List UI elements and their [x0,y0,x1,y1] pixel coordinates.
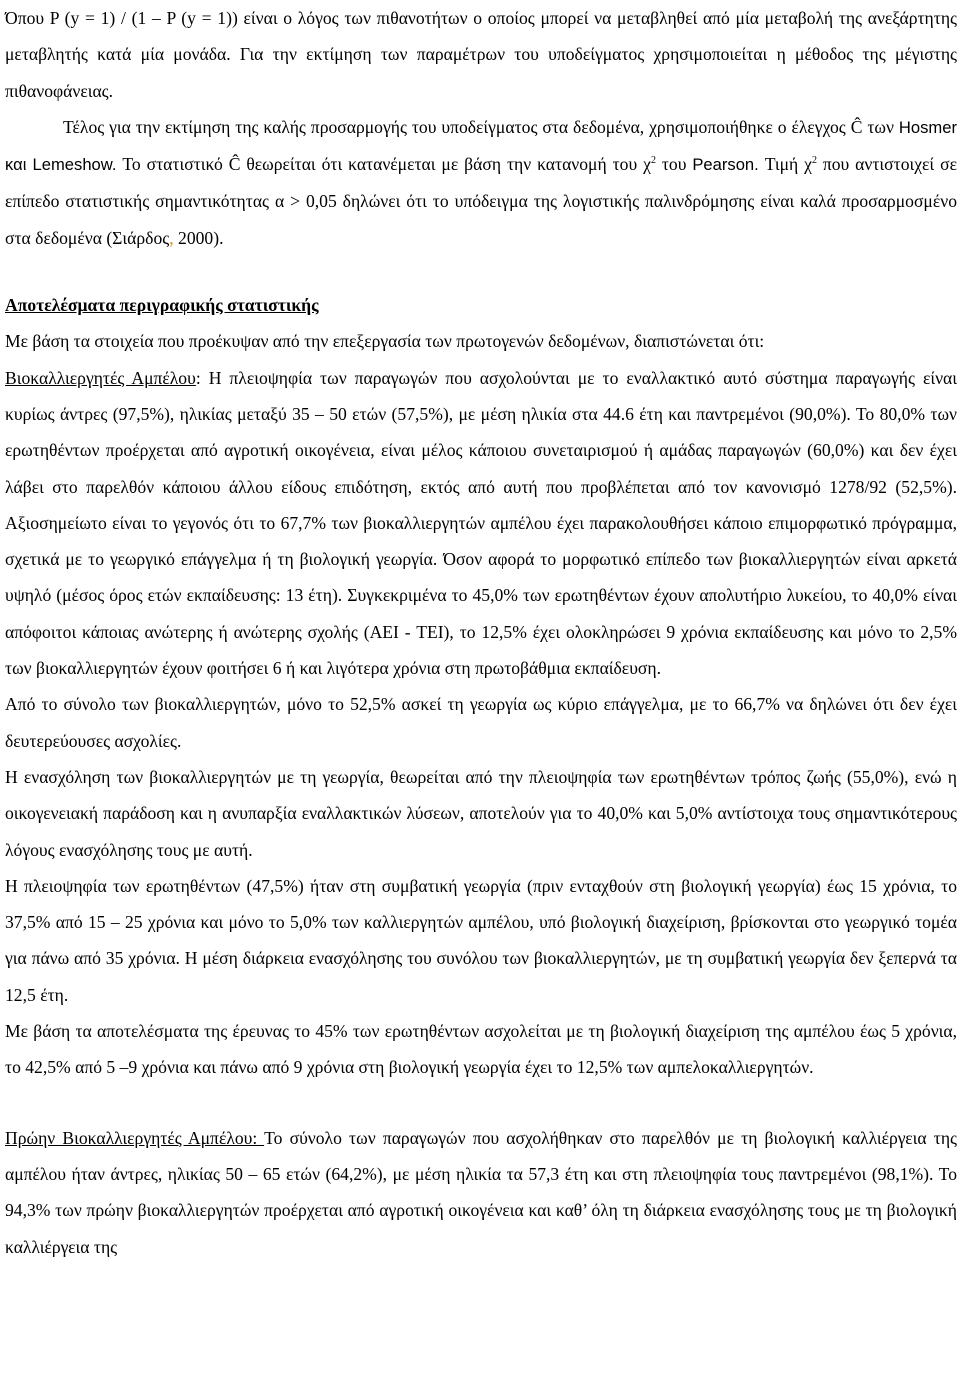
hosmer-lemeshow-names: Hosmer και Lemeshow. [5,117,957,175]
paragraph-intro [5,0,957,109]
former-growers-text: Το σύνολο των παραγωγών που ασχολήθηκαν στο παρελθόν με τη βιολογική καλλιέργεια της αμπέλου ήταν άντρες, ηλικίας 50 – 65 ετών (64,2%), με μέση ηλικία τα 57,3 έτη και στη πλειοψηφία τους παντρεμένοι (98,1%). Το 94,3% των πρώην βιοκαλλιεργητών προέρχεται από αγροτική οικογένεια και καθ’ όλη τη διάρκεια ενασχόλησης τους με τη βιολογική καλλιέργεια της [5,1127,957,1257]
paragraph-majority: Η πλειοψηφία των ερωτηθέντων (47,5%) ήταν στη συμβατική γεωργία (πριν ενταχθούν στη βιολογική γεωργία) έως 15 χρόνια, το 37,5% από 15 – 25 χρόνια και μόνο το 5,0% των καλλιεργητών αμπέλου, υπό βιολογική διαχείριση, βρίσκονται στο γεωργικό τομέα για πάνω από 35 χρόνια. Η μέση διάρκεια ενασχόλησης του συνόλου των βιοκαλλιεργητών, με τη συμβατική γεωργία δεν ξεπερνά τα 12,5 έτη. [5,875,957,1005]
paragraph-basis: Με βάση τα στοιχεία που προέκυψαν από την επεξεργασία των πρωτογενών δεδομένων, διαπιστώνεται ότι: [5,331,765,352]
pearson-name: Pearson. [692,155,759,175]
organic-growers-text: : Η πλειοψηφία των παραγωγών που ασχολούνται με το εναλλακτικό αυτό σύστημα παραγωγής είναι κυρίως άντρες (97,5%), ηλικίας μεταξύ 35 – 50 ετών (57,5%), με μέση ηλικία στα 44.6 έτη και παντρεμένοι (90,0%). Το 80,0% των ερωτηθέντων προέρχεται από αγροτική οικογένεια, είναι μέλος κάποιου συνεταιρισμού ή αμάδας παραγωγών (60,0%) και δεν έχει λάβει στο παρελθόν κάποιου άλλου είδους επιδότηση, εκτός από αυτή που προβλέπεται από τον κανονισμό 1278/92 (52,5%). Αξιοσημείωτο είναι το γεγονός ότι το 67,7% των βιοκαλλιεργητών αμπέλου έχει παρακολουθήσει κάποιο επιμορφωτικό πρόγραμμα, σχετικά με το γεωργικό επάγγελμα ή τη βιολογική γεωργία. Όσον αφορά το μορφωτικό επίπεδο των βιοκαλλιεργητών είναι αρκετά υψηλό (μέσος όρος ετών εκπαίδευσης: 13 έτη). Συγκεκριμένα το 45,0% των ερωτηθέντων έχουν απολυτήριο λυκείου, το 40,0% είναι απόφοιτοι κάποιας ανώτερης ή ανώτερης σχολής (ΑΕΙ - ΤΕΙ), το 12,5% έχει ολοκληρώσει 9 χρόνια εκπαίδευσης και μόνο το 2,5% των βιοκαλλιεργητών έχουν φοιτήσει 6 ή και λιγότερα χρόνια στη πρωτοβάθμια εκπαίδευση. [5,367,958,679]
hosmer-text-g: που αντιστοιχεί σε επίπεδο στατιστικής σημαντικότητας α > 0,05 δηλώνει ότι το υπόδειγμα της λογιστικής παλινδρόμησης είναι καλά προσαρμοσμένο στα δεδομένα (Σιάρδος [5,154,957,248]
document-page [5,0,957,1265]
paragraph-research: Με βάση τα αποτελέσματα της έρευνας το 45% των ερωτηθέντων ασχολείται με τη βιολογική διαχείριση της αμπέλου έως 5 χρόνια, το 42,5% από 5 –9 χρόνια και πάνω από 9 χρόνια στη βιολογική γεωργία έχει το 12,5% των αμπελοκαλλιεργητών. [5,1021,957,1078]
section-heading: Αποτελέσματα περιγραφικής στατιστικής [5,295,319,316]
hosmer-text-a: Τέλος για την εκτίμηση της καλής προσαρμογής του υποδείγματος στα δεδομένα, χρησιμοποιήθηκε ο έλεγχος Ĉ των [63,116,894,137]
intro-text: Όπου P (y = 1) / (1 – P (y = 1)) είναι ο λόγος των πιθανοτήτων ο οποίος μπορεί να μεταβληθεί από μία μεταβολή της ανεξάρτητης μεταβλητής κατά μία μονάδα. Για την εκτίμηση των παραμέτρων του υποδείγματος χρησιμοποιείται η μέθοδος της μέγιστης πιθανοφάνειας. [5,8,957,101]
citation-comma: , [169,227,174,248]
paragraph-hosmer-test [5,109,957,256]
paragraph-engagement: Η ενασχόληση των βιοκαλλιεργητών με τη γεωργία, θεωρείται από την πλειοψηφία των ερωτηθέντων τρόπος ζωής (55,0%), ενώ η οικογενειακή παράδοση και η ανυπαρξία εναλλακτικών λύσεων, αποτελούν για το 40,0% και 5,0% αντίστοιχα τους σημαντικότερους λόγους ενασχόλησης τους με αυτή. [5,766,957,860]
chi-square-superscript-1: 2 [650,155,656,167]
chi-square-superscript-2: 2 [811,155,817,167]
hosmer-text-c: Το στατιστικό Ĉ θεωρείται ότι κατανέμεται με βάση την κατανομή του χ [122,154,651,175]
paragraph-total: Από το σύνολο των βιοκαλλιεργητών, μόνο το 52,5% ασκεί τη γεωργία ως κύριο επάγγελμα, με το 66,7% να δηλώνει ότι δεν έχει δευτερεύουσες ασχολίες. [5,694,957,751]
paragraph-gap [5,1086,957,1120]
paragraph-former-growers [5,1120,957,1265]
paragraph-organic-growers [5,360,957,687]
citation-year: 2000). [178,227,224,248]
organic-growers-label: Βιοκαλλιεργητές Αμπέλου [5,367,196,388]
former-growers-label: Πρώην Βιοκαλλιεργητές Αμπέλου: [5,1127,265,1148]
hosmer-text-d: του [661,154,687,175]
hosmer-text-f: Τιμή χ [764,154,812,175]
